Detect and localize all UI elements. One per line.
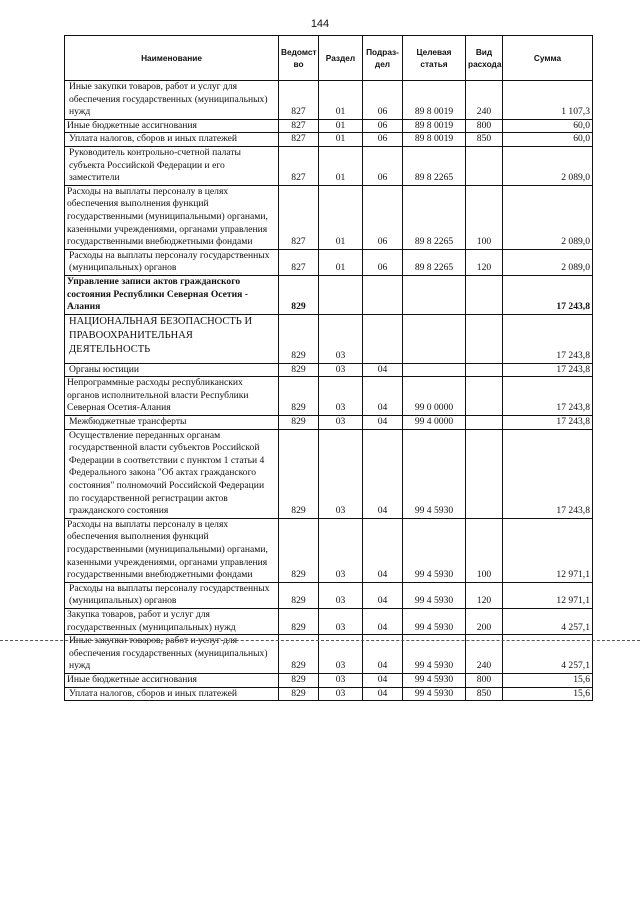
cell-section: 03	[319, 635, 363, 674]
cell-target: 99 4 0000	[403, 416, 466, 430]
cell-section: 03	[319, 518, 363, 582]
cell-name: Расходы на выплаты персоналу государственных (муниципальных) органов	[65, 249, 279, 275]
cell-amount: 60,0	[503, 119, 593, 133]
cell-amount: 2 089,0	[503, 185, 593, 249]
cell-type: 200	[466, 608, 503, 634]
table-row	[65, 416, 593, 430]
cell-type	[466, 416, 503, 430]
header-expense-type: Вид расхода	[466, 36, 503, 81]
cell-amount: 17 243,8	[503, 363, 593, 377]
cell-target: 89 8 0019	[403, 81, 466, 120]
cell-section: 03	[319, 582, 363, 608]
cell-type	[466, 146, 503, 185]
cell-name: Осуществление переданных органам государственной власти субъектов Российской Федерации в соответствии с пунктом 1 статьи 4 Федерального закона "Об актах гражданского состояния" полномочий Российской Федерации по государственной регистрации актов гражданского состояния	[65, 429, 279, 518]
cell-dept: 827	[279, 81, 319, 120]
table-row	[65, 608, 593, 634]
header-department: Ведомст во	[279, 36, 319, 81]
cell-amount: 17 243,8	[503, 429, 593, 518]
cell-section: 01	[319, 185, 363, 249]
cell-section: 03	[319, 416, 363, 430]
cell-amount: 17 243,8	[503, 275, 593, 314]
cell-target	[403, 275, 466, 314]
cell-subsection: 04	[363, 687, 403, 701]
header-name: Наименование	[65, 36, 279, 81]
table-row	[65, 518, 593, 582]
cell-amount: 17 243,8	[503, 416, 593, 430]
cell-subsection: 04	[363, 429, 403, 518]
cell-dept: 829	[279, 518, 319, 582]
cell-target: 89 8 2265	[403, 185, 466, 249]
cell-amount: 60,0	[503, 133, 593, 147]
cell-dept: 829	[279, 582, 319, 608]
cell-dept: 829	[279, 429, 319, 518]
table-row	[65, 81, 593, 120]
table-row	[65, 314, 593, 363]
cell-section: 03	[319, 429, 363, 518]
cell-dept: 827	[279, 146, 319, 185]
cell-subsection: 04	[363, 518, 403, 582]
cell-name: Иные бюджетные ассигнования	[65, 119, 279, 133]
cell-amount: 1 107,3	[503, 81, 593, 120]
header-subsection: Подраз- дел	[363, 36, 403, 81]
cell-section	[319, 275, 363, 314]
cell-target: 89 8 2265	[403, 249, 466, 275]
cell-name: Непрограммные расходы республиканских органов исполнительной власти Республики Северная Осетия-Алания	[65, 377, 279, 416]
table-row	[65, 363, 593, 377]
cell-subsection: 04	[363, 363, 403, 377]
cell-section: 03	[319, 363, 363, 377]
cell-section: 03	[319, 608, 363, 634]
cell-dept: 827	[279, 133, 319, 147]
cell-subsection: 04	[363, 635, 403, 674]
table-row	[65, 377, 593, 416]
cell-subsection: 04	[363, 377, 403, 416]
cell-target: 99 4 5930	[403, 635, 466, 674]
cell-type: 800	[466, 119, 503, 133]
cell-name: Межбюджетные трансферты	[65, 416, 279, 430]
cell-target: 99 4 5930	[403, 518, 466, 582]
cell-name: НАЦИОНАЛЬНАЯ БЕЗОПАСНОСТЬ И ПРАВООХРАНИТЕЛЬНАЯ ДЕЯТЕЛЬНОСТЬ	[65, 314, 279, 363]
cell-target: 99 4 5930	[403, 673, 466, 687]
cell-subsection: 04	[363, 673, 403, 687]
cell-amount: 15,6	[503, 673, 593, 687]
cell-amount: 12 971,1	[503, 582, 593, 608]
cell-section: 03	[319, 687, 363, 701]
cell-type: 850	[466, 687, 503, 701]
cell-dept: 829	[279, 363, 319, 377]
cell-type	[466, 363, 503, 377]
cell-name: Иные закупки товаров, работ и услуг для обеспечения государственных (муниципальных) нужд	[65, 635, 279, 674]
cell-target	[403, 363, 466, 377]
table-row	[65, 185, 593, 249]
header-target: Целевая статья	[403, 36, 466, 81]
cell-name: Иные бюджетные ассигнования	[65, 673, 279, 687]
cell-type: 240	[466, 635, 503, 674]
table-header-row	[65, 36, 593, 81]
cell-subsection: 04	[363, 608, 403, 634]
cell-section: 01	[319, 133, 363, 147]
cell-type: 240	[466, 81, 503, 120]
cell-amount: 12 971,1	[503, 518, 593, 582]
cell-target: 99 0 0000	[403, 377, 466, 416]
cell-type: 100	[466, 518, 503, 582]
cell-subsection: 06	[363, 119, 403, 133]
cell-type	[466, 377, 503, 416]
cell-section: 03	[319, 314, 363, 363]
cell-subsection	[363, 275, 403, 314]
cell-name: Руководитель контрольно-счетной палаты субъекта Российской Федерации и его заместители	[65, 146, 279, 185]
cell-subsection: 06	[363, 81, 403, 120]
cell-amount: 17 243,8	[503, 314, 593, 363]
cell-target: 99 4 5930	[403, 429, 466, 518]
cell-name: Расходы на выплаты персоналу в целях обеспечения выполнения функций государственными (муниципальными) органами, казенными учреждениями, органами управления государственными внебюджетными фондами	[65, 185, 279, 249]
cell-section: 03	[319, 673, 363, 687]
cell-section: 03	[319, 377, 363, 416]
cell-subsection: 04	[363, 582, 403, 608]
cell-name: Иные закупки товаров, работ и услуг для обеспечения государственных (муниципальных) нужд	[65, 81, 279, 120]
cell-target: 89 8 0019	[403, 119, 466, 133]
table-row	[65, 133, 593, 147]
budget-table	[64, 35, 593, 701]
cell-type	[466, 275, 503, 314]
cell-target	[403, 314, 466, 363]
cell-target: 99 4 5930	[403, 608, 466, 634]
cell-dept: 829	[279, 687, 319, 701]
cell-name: Уплата налогов, сборов и иных платежей	[65, 133, 279, 147]
page-number: 144	[310, 18, 330, 30]
header-section: Раздел	[319, 36, 363, 81]
table-row	[65, 687, 593, 701]
cell-amount: 2 089,0	[503, 249, 593, 275]
cell-type: 120	[466, 249, 503, 275]
cell-name: Расходы на выплаты персоналу государственных (муниципальных) органов	[65, 582, 279, 608]
cell-target: 89 8 2265	[403, 146, 466, 185]
cell-name: Управление записи актов гражданского состояния Республики Северная Осетия - Алания	[65, 275, 279, 314]
cell-type	[466, 314, 503, 363]
cell-dept: 829	[279, 275, 319, 314]
cell-name: Закупка товаров, работ и услуг для государственных (муниципальных) нужд	[65, 608, 279, 634]
cell-dept: 829	[279, 673, 319, 687]
table-row	[65, 673, 593, 687]
cell-amount: 4 257,1	[503, 635, 593, 674]
scan-dashed-line	[0, 640, 640, 641]
cell-section: 01	[319, 119, 363, 133]
cell-name: Расходы на выплаты персоналу в целях обеспечения выполнения функций государственными (муниципальными) органами, казенными учреждениями, органами управления государственными внебюджетными фондами	[65, 518, 279, 582]
table-row	[65, 275, 593, 314]
cell-section: 01	[319, 249, 363, 275]
cell-dept: 827	[279, 249, 319, 275]
header-amount: Сумма	[503, 36, 593, 81]
cell-dept: 829	[279, 635, 319, 674]
cell-name: Органы юстиции	[65, 363, 279, 377]
cell-type	[466, 429, 503, 518]
cell-type: 120	[466, 582, 503, 608]
table-row	[65, 582, 593, 608]
cell-name: Уплата налогов, сборов и иных платежей	[65, 687, 279, 701]
cell-amount: 15,6	[503, 687, 593, 701]
cell-dept: 827	[279, 185, 319, 249]
cell-section: 01	[319, 81, 363, 120]
cell-target: 99 4 5930	[403, 582, 466, 608]
cell-dept: 829	[279, 314, 319, 363]
cell-subsection: 04	[363, 416, 403, 430]
table-row	[65, 119, 593, 133]
table-row	[65, 249, 593, 275]
table-row	[65, 146, 593, 185]
cell-type: 100	[466, 185, 503, 249]
cell-target: 89 8 0019	[403, 133, 466, 147]
cell-type: 850	[466, 133, 503, 147]
cell-subsection: 06	[363, 249, 403, 275]
cell-amount: 2 089,0	[503, 146, 593, 185]
cell-subsection: 06	[363, 146, 403, 185]
cell-subsection	[363, 314, 403, 363]
cell-subsection: 06	[363, 185, 403, 249]
cell-type: 800	[466, 673, 503, 687]
cell-section: 01	[319, 146, 363, 185]
cell-amount: 17 243,8	[503, 377, 593, 416]
table-row	[65, 429, 593, 518]
cell-amount: 4 257,1	[503, 608, 593, 634]
cell-dept: 827	[279, 119, 319, 133]
cell-dept: 829	[279, 416, 319, 430]
cell-dept: 829	[279, 377, 319, 416]
cell-subsection: 06	[363, 133, 403, 147]
cell-target: 99 4 5930	[403, 687, 466, 701]
cell-dept: 829	[279, 608, 319, 634]
